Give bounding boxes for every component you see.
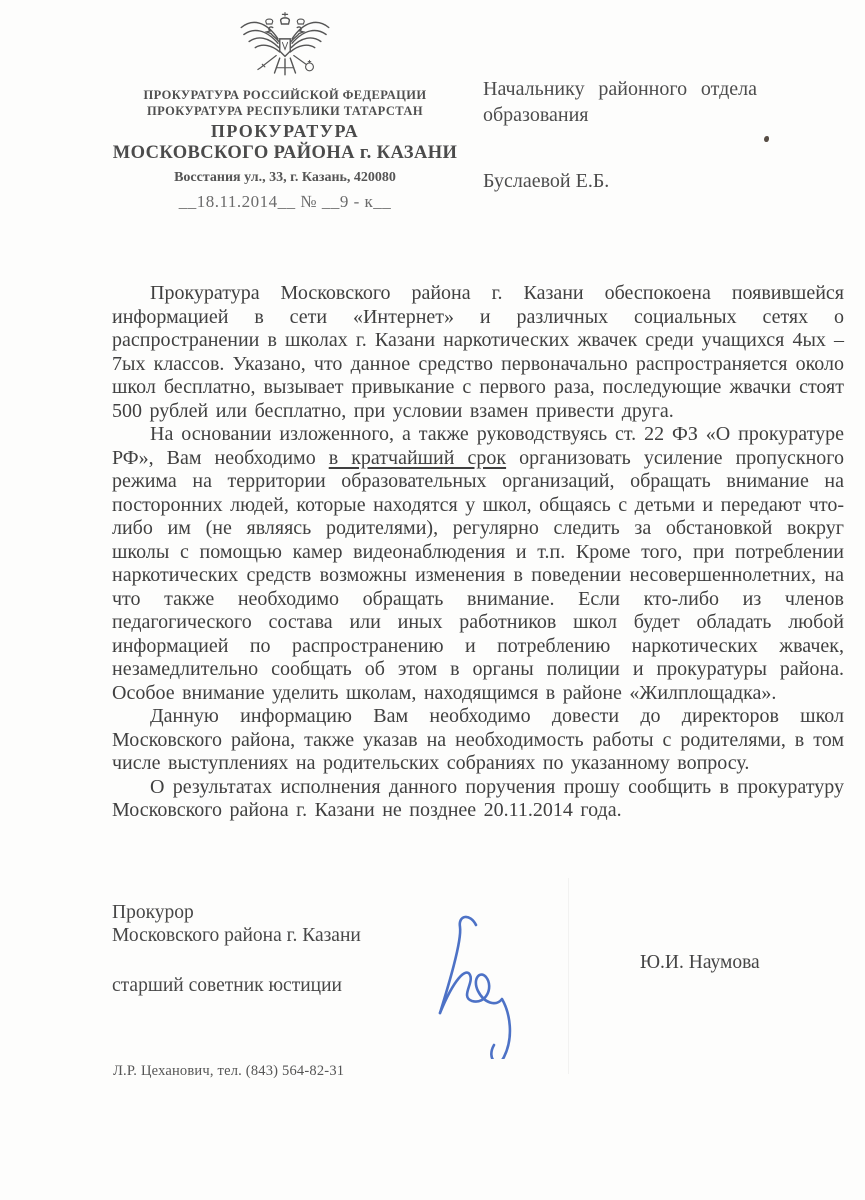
org-address: Восстания ул., 33, г. Казань, 420080 <box>174 170 396 185</box>
paragraph-2-text-before: На основании изложенного, а также руководствуясь ст. 22 ФЗ «О прокуратуре РФ», Вам необходимо <box>112 423 844 469</box>
paragraph-2-text-after: организовать усиление пропускного режима на территории образовательных организаций, обращать внимание на посторонних людей, которые находятся у школ, общаясь с детьми и передают что-либо им (не являясь родителями), регулярно следить за обстановкой вокруг школы с помощью камер видеонаблюдения и т.п. Кроме того, при потреблении наркотических средств возможны изменения в поведении несовершеннолетних, на что также необходимо обращать внимание. Если кто-либо из членов педагогического состава или иных работников школ будет обладать любой информацией по распространению и потреблению наркотических жвачек, незамедлительно сообщать об этом в органы полиции и прокуратуры района. Особое внимание уделить школам, находящимся в районе «Жилплощадка». <box>112 446 844 704</box>
signer-position-line2: Московского района г. Казани <box>112 925 361 946</box>
letter-body <box>112 282 844 823</box>
signer-rank: старший советник юстиции <box>112 975 342 996</box>
date-number-line: __18.11.2014__ № __9 - к__ <box>178 192 392 211</box>
body-paragraph-2 <box>112 423 844 705</box>
body-paragraph-4: О результатах исполнения данного поручения прошу сообщить в прокуратуру Московского района г. Казани не позднее 20.11.2014 года. <box>112 775 844 821</box>
addressee-title-line1: Начальнику районного отдела <box>483 78 757 100</box>
org-name-republic: ПРОКУРАТУРА РЕСПУБЛИКИ ТАТАРСТАН <box>147 103 423 118</box>
coat-of-arms-icon <box>226 10 344 80</box>
handwritten-signature <box>430 909 560 1059</box>
addressee-block <box>483 76 757 194</box>
org-title-line2: МОСКОВСКОГО РАЙОНА г. КАЗАНИ <box>112 143 458 163</box>
addressee-name: Буслаевой Е.Б. <box>483 170 610 192</box>
signer-position-line1: Прокурор <box>112 902 194 923</box>
signature-block <box>112 901 844 997</box>
letterhead <box>100 10 470 186</box>
scan-speck <box>764 136 769 142</box>
signer-name: Ю.И. Наумова <box>640 952 760 973</box>
paragraph-2-underlined-phrase: в кратчайший срок <box>328 446 507 469</box>
addressee-title-line2: образования <box>483 104 589 126</box>
org-title-line1: ПРОКУРАТУРА <box>210 121 360 141</box>
org-name-federation: ПРОКУРАТУРА РОССИЙСКОЙ ФЕДЕРАЦИИ <box>143 88 427 102</box>
executor-contact-line: Л.Р. Цеханович, тел. (843) 564-82-31 <box>113 1063 345 1079</box>
body-paragraph-3: Данную информацию Вам необходимо довести до директоров школ Московского района, также указав на необходимость работы с родителями, в том числе выступлениях на родительских собраниях по указанному вопросу. <box>112 705 844 774</box>
body-paragraph-1: Прокуратура Московского района г. Казани обеспокоена появившейся информацией в сети «Интернет» и различных социальных сетях о распространении в школах г. Казани наркотических жвачек среди учащихся 4ых – 7ых классов. Указано, что данное средство первоначально распространяется около школ бесплатно, вызывает привыкание с первого раза, последующие жвачки стоят 500 рублей или бесплатно, при условии взамен привести друга. <box>112 282 844 422</box>
